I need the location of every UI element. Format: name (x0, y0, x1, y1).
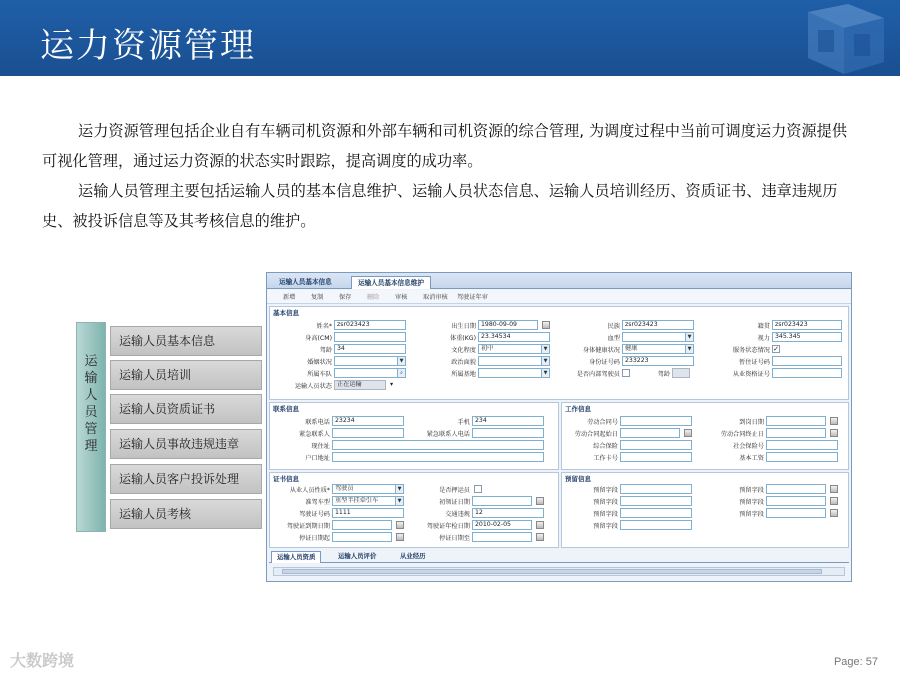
menu-item-training[interactable]: 运输人员培训 (110, 360, 262, 390)
first-issue-label: 初领证日期 (439, 499, 470, 506)
menu-vertical-char: 运 (84, 354, 98, 369)
reserved-field-label-7: 预留字段 (593, 523, 618, 530)
person-type-value: 驾驶员 (335, 485, 354, 492)
suspend-end-label: 停证日期至 (439, 535, 470, 542)
person-type-select[interactable] (332, 484, 404, 494)
cancel-audit-button[interactable]: 取消审核 (423, 294, 448, 301)
native-label: 籍贯 (757, 323, 770, 330)
internal-label: 是否内部驾驶员 (576, 371, 620, 378)
marital-select[interactable] (334, 356, 406, 366)
paragraph-1: 运力资源管理包括企业自有车辆司机资源和外部车辆和司机资源的综合管理, 为调度过程中当前可调度运力资源提供可视化管理，通过运力资源的状态实时跟踪，提高调度的成功率。 (42, 122, 848, 170)
emergency-phone-field[interactable] (472, 428, 544, 438)
license-no-label: 驾驶证号码 (299, 511, 330, 518)
company-label: 所属车队 (307, 371, 332, 378)
base-select[interactable] (478, 368, 550, 378)
reserved-field-2[interactable] (766, 484, 826, 494)
tab-basic-info-maintenance[interactable]: 运输人员基本信息维护 (351, 276, 431, 289)
menu-vertical-char: 输 (84, 371, 98, 386)
contact-info-title: 联系信息 (273, 405, 299, 413)
license-review-button[interactable]: 驾驶证年审 (457, 294, 488, 301)
reserved-field-label-6: 预留字段 (739, 511, 764, 518)
status-dropdown-icon[interactable]: ▾ (390, 381, 394, 388)
suspend-start-field[interactable] (332, 532, 392, 542)
form-window (266, 272, 852, 582)
reserved-field-6[interactable] (766, 508, 826, 518)
chevron-down-icon: ▼ (541, 345, 549, 353)
suspend-start-label: 停证日期起 (299, 535, 330, 542)
age-field[interactable]: 34 (334, 344, 406, 354)
toolbar (267, 290, 851, 304)
calendar-icon[interactable] (396, 521, 404, 529)
suspend-end-field[interactable] (472, 532, 532, 542)
company-field[interactable] (334, 368, 406, 378)
chevron-down-icon: ▼ (395, 485, 403, 493)
calendar-icon[interactable] (830, 485, 838, 493)
license-expiry-label: 驾驶证到期日期 (286, 523, 330, 530)
calendar-icon[interactable] (536, 497, 544, 505)
vehicle-type-label: 准驾车型 (305, 499, 330, 506)
scrollbar-thumb[interactable] (282, 569, 822, 574)
health-value: 健康 (625, 345, 638, 352)
household-field[interactable] (332, 452, 544, 462)
reserved-field-1[interactable] (620, 484, 692, 494)
hire-label: 到岗日期 (739, 419, 764, 426)
delete-button[interactable]: 删除 (367, 294, 380, 301)
emergency-label: 紧急联系人 (299, 431, 330, 438)
tab-basic-info[interactable]: 运输人员基本信息 (279, 278, 332, 286)
birth-field[interactable]: 1980-09-09 (478, 320, 538, 330)
footer-brand: 大数跨境 (10, 651, 75, 670)
menu-vertical-char: 理 (84, 439, 98, 454)
phone-label: 联系电话 (305, 419, 330, 426)
bottom-tab-bar (269, 551, 849, 563)
license-info-title: 证书信息 (273, 475, 299, 483)
internal-checkbox[interactable] (622, 369, 630, 377)
current-address-field[interactable] (332, 440, 544, 450)
title-bar (0, 0, 900, 76)
name-field[interactable]: zsr023423 (334, 320, 406, 330)
weight-label: 体重(KG) (449, 335, 476, 342)
driving-label: 驾龄 (657, 371, 670, 378)
chevron-down-icon: ▼ (541, 357, 549, 365)
save-button[interactable]: 保存 (339, 294, 352, 301)
contract-end-label: 劳动合同终止日 (720, 431, 764, 438)
service-label: 服务状态情况 (732, 347, 770, 354)
page-number: Page: 57 (833, 656, 878, 668)
calendar-icon[interactable] (830, 429, 838, 437)
tab-evaluation[interactable]: 运输人员评价 (338, 552, 377, 560)
idcard-label: 身份证号码 (589, 359, 620, 366)
cert-label: 从业资格证号 (732, 371, 770, 378)
audit-button[interactable]: 审核 (395, 294, 408, 301)
horizontal-scrollbar[interactable] (273, 567, 845, 576)
contract-label: 劳动合同号 (587, 419, 618, 426)
paragraph-2: 运输人员管理主要包括运输人员的基本信息维护、运输人员状态信息、运输人员培训经历、资质证书、违章违规历史、被投诉信息等及其考核信息的维护。 (42, 182, 838, 230)
add-button[interactable]: 新增 (283, 294, 296, 301)
contract-start-field[interactable] (620, 428, 680, 438)
calendar-icon[interactable] (830, 417, 838, 425)
menu-vertical-bar (76, 322, 106, 532)
license-review-label: 驾驶证年检日期 (426, 523, 470, 530)
vision-field[interactable]: 345.345 (772, 332, 842, 342)
escort-label: 是否押运员 (439, 487, 470, 494)
work-info-title: 工作信息 (565, 405, 591, 413)
ethnic-field[interactable]: zsr023423 (622, 320, 694, 330)
tab-work-history[interactable]: 从业经历 (400, 552, 426, 560)
calendar-icon[interactable] (396, 533, 404, 541)
vision-label: 视力 (757, 335, 770, 342)
first-issue-field[interactable] (472, 496, 532, 506)
address-field[interactable] (772, 356, 842, 366)
menu-item-violations[interactable]: 运输人员事故违规违章 (110, 429, 262, 459)
work-info-section (561, 402, 849, 470)
name-label: 姓名* (316, 323, 332, 330)
current-address-label: 现住址 (311, 443, 330, 450)
chevron-down-icon: ▼ (397, 357, 405, 365)
reserved-field-5[interactable] (620, 508, 692, 518)
tab-qualification[interactable]: 运输人员资质 (271, 551, 321, 563)
vehicle-type-select[interactable] (332, 496, 404, 506)
license-review-field[interactable]: 2010-02-05 (472, 520, 532, 530)
edu-value: 初中 (481, 345, 494, 352)
reserved-field-label-2: 预留字段 (739, 487, 764, 494)
chevron-down-icon: ▼ (541, 369, 549, 377)
mobile-label: 手机 (457, 419, 470, 426)
insurance-label: 综合保险 (593, 443, 618, 450)
address-label: 暂住证号码 (739, 359, 770, 366)
person-type-label: 从业人员性质* (289, 487, 330, 494)
reserved-field-3[interactable] (620, 496, 692, 506)
edu-label: 文化程度 (451, 347, 476, 354)
copy-button[interactable]: 复制 (311, 294, 324, 301)
violation-points-label: 交通违规 (445, 511, 470, 518)
emergency-phone-label: 紧急联系人电话 (426, 431, 470, 438)
emergency-field[interactable] (332, 428, 404, 438)
menu-item-complaints[interactable]: 运输人员客户投诉处理 (110, 464, 262, 494)
blood-select[interactable] (622, 332, 694, 342)
political-select[interactable] (478, 356, 550, 366)
contract-field[interactable] (620, 416, 692, 426)
mobile-field[interactable]: 234 (472, 416, 544, 426)
menu-item-assessment[interactable]: 运输人员考核 (110, 499, 262, 529)
social-field[interactable] (766, 440, 838, 450)
reserved-field-label-4: 预留字段 (739, 499, 764, 506)
calendar-icon[interactable] (830, 497, 838, 505)
political-label: 政治面貌 (451, 359, 476, 366)
household-label: 户口地址 (305, 455, 330, 462)
service-checkbox[interactable]: ✓ (773, 345, 779, 353)
escort-checkbox[interactable] (474, 485, 482, 493)
health-select[interactable] (622, 344, 694, 354)
base-label: 所属基地 (451, 371, 476, 378)
social-label: 社会保险号 (733, 443, 764, 450)
reserved-field-label-5: 预留字段 (593, 511, 618, 518)
license-info-section (269, 472, 559, 548)
phone-field[interactable]: 23234 (332, 416, 404, 426)
menu-vertical-char: 人 (84, 388, 98, 403)
reserved-info-title: 预留信息 (565, 475, 591, 483)
health-label: 身体健康状况 (582, 347, 620, 354)
birth-label: 出生日期 (451, 323, 476, 330)
salary-label: 基本工资 (739, 455, 764, 462)
hire-field[interactable] (766, 416, 826, 426)
tab-bar (267, 273, 851, 289)
status-field: 正在运输 (334, 380, 386, 390)
chevron-down-icon: ▼ (685, 345, 693, 353)
chevron-down-icon: ▼ (685, 333, 693, 341)
weight-field[interactable]: 23.34534 (478, 332, 550, 342)
vehicle-type-value: 重型半挂牵引车 (335, 497, 379, 504)
reserved-info-section (561, 472, 849, 548)
contract-end-field[interactable] (766, 428, 826, 438)
contract-start-label: 劳动合同起始日 (574, 431, 618, 438)
blood-label: 血型 (607, 335, 620, 342)
calendar-icon[interactable] (542, 321, 550, 329)
edu-select[interactable] (478, 344, 550, 354)
cert-field[interactable] (772, 368, 842, 378)
menu-vertical-char: 管 (84, 422, 98, 437)
ethnic-label: 民族 (607, 323, 620, 330)
driving-field (672, 368, 690, 378)
contact-info-section (269, 402, 559, 470)
menu-item-basic-info[interactable]: 运输人员基本信息 (110, 326, 262, 356)
menu-vertical-char: 员 (84, 405, 98, 420)
age-label: 驾龄 (319, 347, 332, 354)
basic-info-title: 基本信息 (273, 309, 299, 317)
license-expiry-field[interactable] (332, 520, 392, 530)
salary-field[interactable] (766, 452, 838, 462)
idcard-field[interactable]: 233223 (622, 356, 694, 366)
native-field[interactable]: zsr023423 (772, 320, 842, 330)
violation-points-field[interactable]: 12 (472, 508, 544, 518)
workcard-field[interactable] (620, 452, 692, 462)
status-label: 运输人员状态 (294, 383, 332, 390)
workcard-label: 工作卡号 (593, 455, 618, 462)
calendar-icon[interactable] (830, 509, 838, 517)
basic-info-section (269, 306, 849, 400)
reserved-field-4[interactable] (766, 496, 826, 506)
height-field[interactable] (334, 332, 406, 342)
reserved-field-label-1: 预留字段 (593, 487, 618, 494)
reserved-field-7[interactable] (620, 520, 692, 530)
insurance-field[interactable] (620, 440, 692, 450)
calendar-icon[interactable] (684, 429, 692, 437)
reserved-field-label-3: 预留字段 (593, 499, 618, 506)
calendar-icon[interactable] (536, 521, 544, 529)
marital-label: 婚姻状况 (307, 359, 332, 366)
cube-logo-icon (788, 4, 886, 76)
slide-title: 运力资源管理 (40, 26, 256, 66)
height-label: 身高(CM) (305, 335, 332, 342)
search-icon[interactable]: ⌕ (397, 369, 405, 377)
license-no-field[interactable]: 1111 (332, 508, 404, 518)
chevron-down-icon: ▼ (395, 497, 403, 505)
menu-vertical-label (77, 353, 105, 455)
calendar-icon[interactable] (536, 533, 544, 541)
menu-item-certificates[interactable]: 运输人员资质证书 (110, 394, 262, 424)
